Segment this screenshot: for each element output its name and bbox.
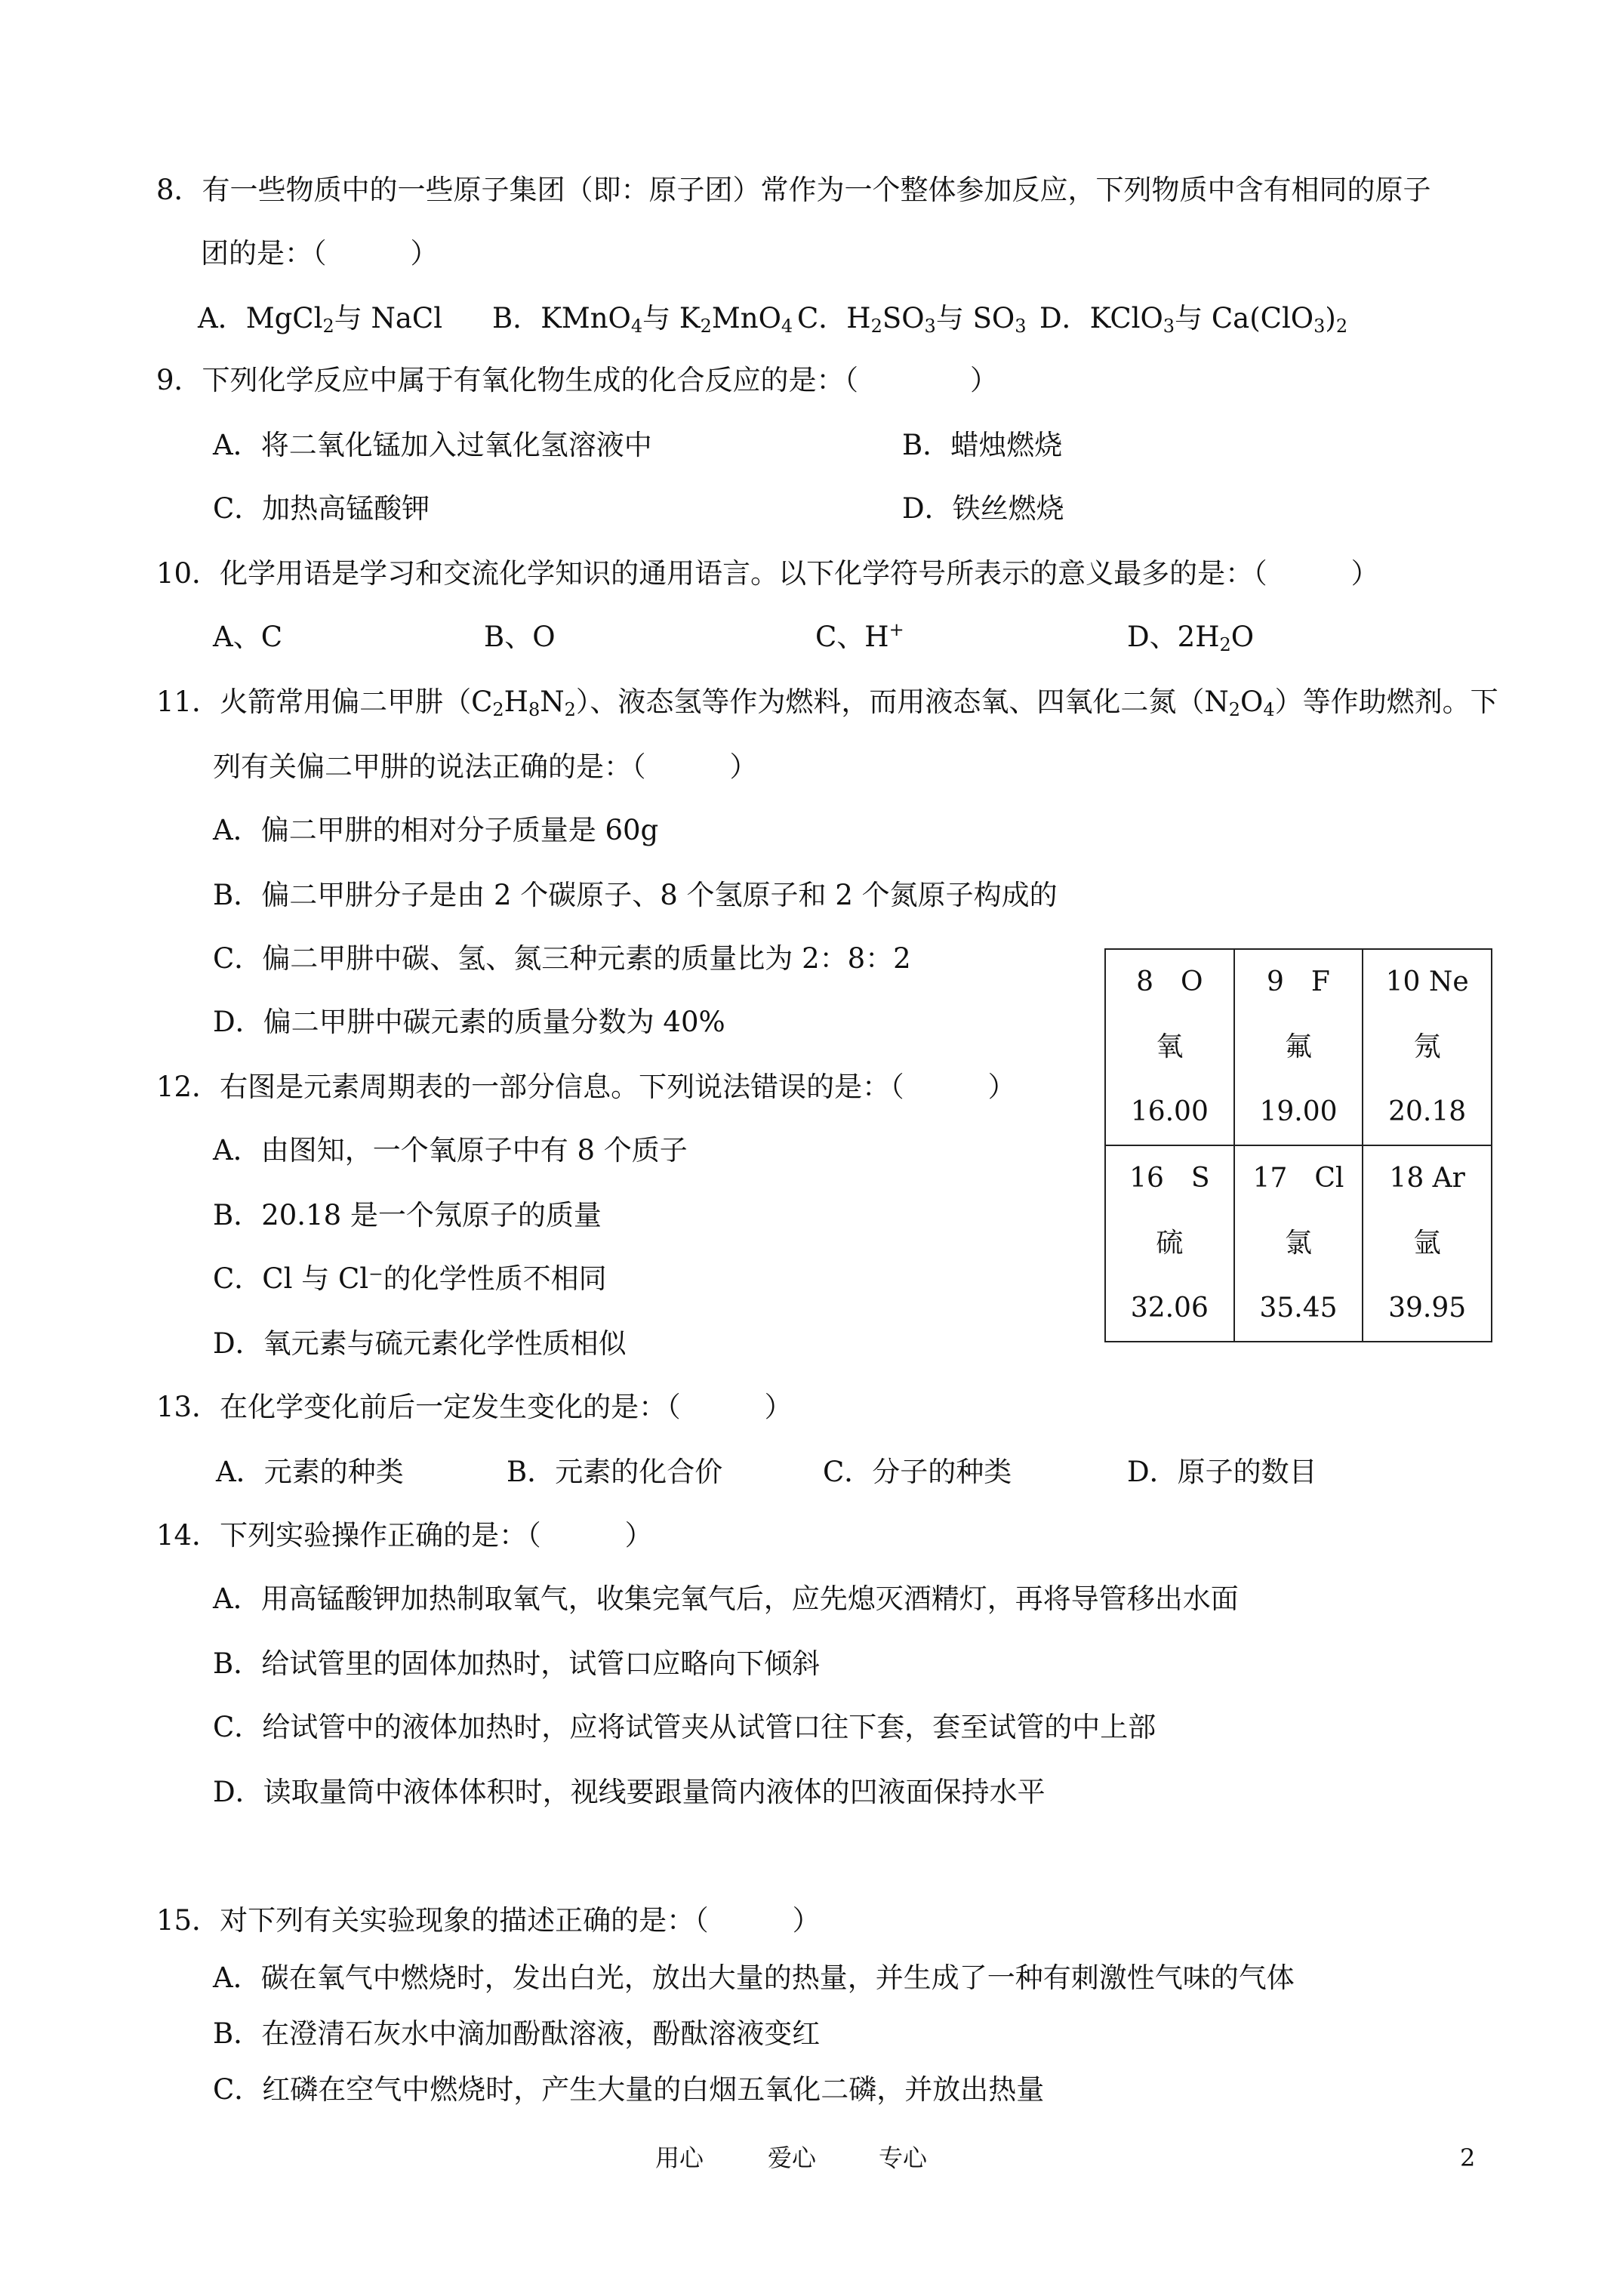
element-mass: 39.95: [1388, 1293, 1467, 1324]
footer-word-3: 专心: [879, 2143, 928, 2172]
periodic-table-excerpt: [1104, 948, 1492, 1342]
q13-stem: 13．在化学变化前后一定发生变化的是：（ ）: [156, 1391, 793, 1423]
element-number-symbol: 17 Cl: [1252, 1163, 1344, 1194]
element-name: 氧: [1156, 1031, 1184, 1062]
page-number: 2: [1460, 2143, 1476, 2172]
q12-stem: 12．右图是元素周期表的一部分信息。下列说法错误的是：（ ）: [156, 1071, 1016, 1103]
q14-option-a: A．用高锰酸钾加热制取氧气，收集完氧气后，应先熄灭酒精灯，再将导管移出水面: [213, 1583, 1239, 1615]
q14-option-b: B．给试管里的固体加热时，试管口应略向下倾斜: [213, 1647, 821, 1680]
q9-option-a: A．将二氧化锰加入过氧化氢溶液中: [213, 429, 652, 461]
element-number-symbol: 18 Ar: [1389, 1163, 1465, 1194]
element-number-symbol: 16 S: [1129, 1163, 1210, 1194]
q15-stem: 15．对下列有关实验现象的描述正确的是：（ ）: [156, 1904, 821, 1937]
element-cell-fluorine: [1234, 949, 1363, 1145]
element-cell-chlorine: [1234, 1145, 1363, 1342]
q11-option-b: B．偏二甲肼分子是由 2 个碳原子、8 个氢原子和 2 个氮原子构成的: [213, 879, 1058, 911]
q12-option-d: D．氧元素与硫元素化学性质相似: [213, 1327, 627, 1360]
q11-option-d: D．偏二甲肼中碳元素的质量分数为 40%: [213, 1006, 725, 1038]
q10-option-a: A、C: [213, 621, 283, 653]
q9-stem: 9．下列化学反应中属于有氧化物生成的化合反应的是：（ ）: [156, 364, 999, 396]
element-name: 氯: [1284, 1228, 1312, 1259]
element-number-symbol: 8 O: [1136, 966, 1203, 997]
q9-option-c: C．加热高锰酸钾: [213, 492, 430, 525]
element-mass: 19.00: [1259, 1096, 1338, 1127]
q14-option-d: D．读取量筒中液体体积时，视线要跟量筒内液体的凹液面保持水平: [213, 1776, 1046, 1808]
element-mass: 16.00: [1130, 1096, 1209, 1127]
q10-stem: 10．化学用语是学习和交流化学知识的通用语言。以下化学符号所表示的意义最多的是：（ ）: [156, 557, 1379, 590]
q10-option-b: B、O: [484, 621, 556, 653]
q8-stem-line2: 团的是：（ ）: [201, 237, 439, 270]
element-number-symbol: 9 F: [1267, 966, 1330, 997]
q11-stem-line1: 11．火箭常用偏二甲肼$(C_2H_8N_2)$、液态氢等作为燃料，而用液态氧、四氧化二氮$(N_2O_4)$等作助燃剂。下: [156, 686, 1498, 720]
q12-option-a: A．由图知，一个氧原子中有 8 个质子: [213, 1134, 688, 1166]
q11-option-a: A．偏二甲肼的相对分子质量是 60g: [213, 814, 659, 846]
q15-option-c: C．红磷在空气中燃烧时，产生大量的白烟五氧化二磷，并放出热量: [213, 2073, 1045, 2106]
q15-option-a: A．碳在氧气中燃烧时，发出白光，放出大量的热量，并生成了一种有刺激性气味的气体: [213, 1962, 1295, 1994]
element-number-symbol: 10 Ne: [1385, 966, 1469, 997]
q8-option-c: C．$H_2SO_3$与 $SO_3$: [797, 302, 1027, 337]
q11-option-c: C．偏二甲肼中碳、氢、氮三种元素的质量比为 2：8：2: [213, 942, 911, 975]
q9-option-d: D．铁丝燃烧: [902, 492, 1064, 525]
q15-option-b: B．在澄清石灰水中滴加酚酞溶液，酚酞溶液变红: [213, 2017, 821, 2050]
q13-option-b: B．元素的化合价: [507, 1456, 723, 1488]
q10-option-d: D、$2H_2O$: [1127, 621, 1255, 655]
q13-option-d: D．原子的数目: [1127, 1456, 1317, 1488]
q8-option-d: D．KClO$_3$与 $Ca(ClO_3)_2$: [1039, 302, 1348, 337]
q14-stem: 14．下列实验操作正确的是：（ ）: [156, 1519, 653, 1552]
element-mass: 32.06: [1130, 1293, 1209, 1324]
element-mass: 35.45: [1259, 1293, 1338, 1324]
q12-option-b: B．20.18 是一个氖原子的质量: [213, 1199, 602, 1231]
element-cell-neon: [1363, 949, 1492, 1145]
footer-word-1: 用心: [655, 2143, 704, 2172]
q8-option-b: B．KMnO$_4$与 $K_2MnO_4$: [492, 302, 793, 337]
q10-option-c: C、H+: [815, 619, 904, 653]
q12-option-c: C．Cl 与 Cl⁻的化学性质不相同: [213, 1262, 607, 1295]
q8-stem-line1: 8．有一些物质中的一些原子集团（即：原子团）常作为一个整体参加反应，下列物质中含有相同的原子: [156, 174, 1431, 206]
q13-option-a: A．元素的种类: [216, 1456, 404, 1488]
element-name: 氟: [1284, 1031, 1312, 1062]
q13-option-c: C．分子的种类: [823, 1456, 1012, 1488]
element-name: 氩: [1413, 1228, 1441, 1259]
element-cell-sulfur: [1105, 1145, 1234, 1342]
element-cell-argon: [1363, 1145, 1492, 1342]
element-cell-oxygen: [1105, 949, 1234, 1145]
q9-option-b: B．蜡烛燃烧: [902, 429, 1063, 461]
element-name: 氖: [1413, 1031, 1441, 1062]
q14-option-c: C．给试管中的液体加热时，应将试管夹从试管口往下套，套至试管的中上部: [213, 1711, 1156, 1743]
q8-option-a: A．MgCl$_2$与 NaCl: [198, 302, 443, 337]
footer-word-2: 爱心: [768, 2143, 817, 2172]
q11-stem-line2: 列有关偏二甲肼的说法正确的是：（ ）: [213, 750, 758, 783]
element-name: 硫: [1156, 1228, 1184, 1259]
element-mass: 20.18: [1388, 1096, 1467, 1127]
